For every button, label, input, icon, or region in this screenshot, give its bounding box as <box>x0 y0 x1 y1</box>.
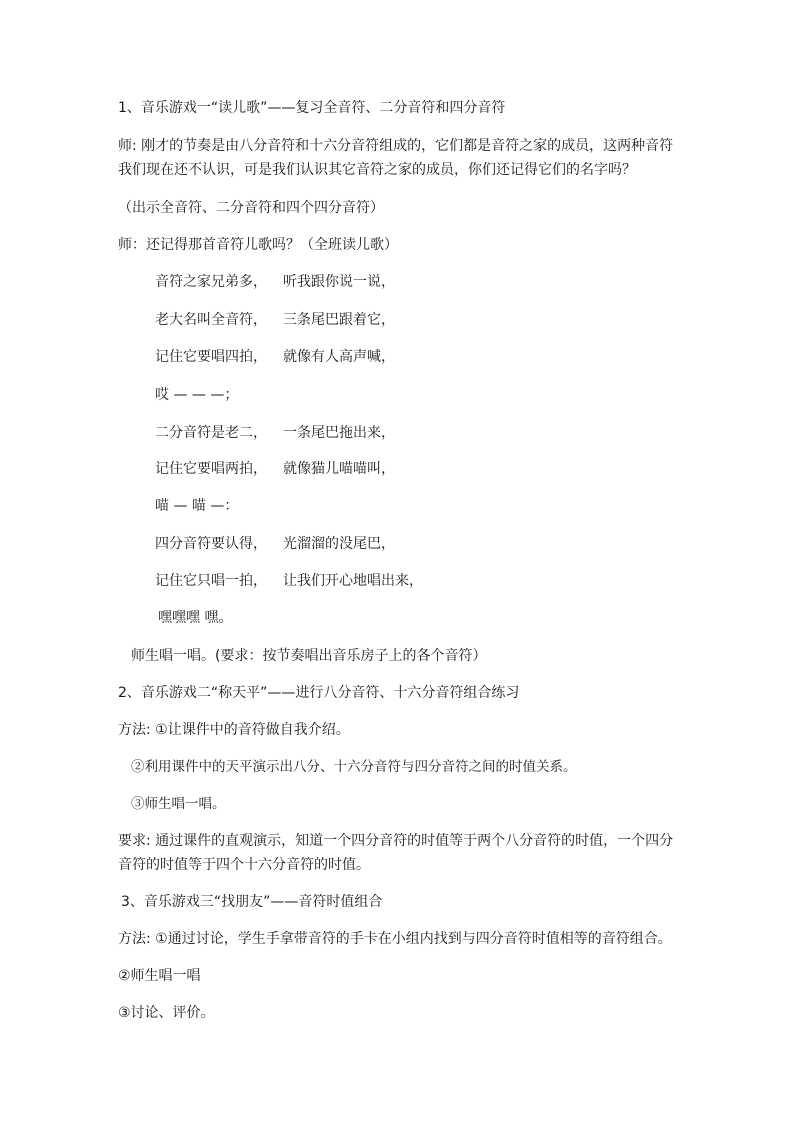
poem-line-b: 让我们开心地唱出来， <box>283 573 423 589</box>
poem-line-a: 音符之家兄弟多， <box>155 274 267 290</box>
poem-line-a: 二分音符是老二， <box>155 425 267 441</box>
poem-line <box>158 608 286 628</box>
poem-line-a: 四分音符要认得， <box>155 536 267 552</box>
section2-step3: ③师生唱一唱。 <box>131 796 226 812</box>
poem-line <box>155 534 395 554</box>
section3-step3: ③讨论、评价。 <box>118 1005 215 1021</box>
section1-sing-together: 师生唱一唱。(要求：按节奏唱出音乐房子上的各个音符） <box>131 648 487 664</box>
section3-step2: ②师生唱一唱 <box>118 968 201 984</box>
poem-line <box>155 385 283 405</box>
poem-line <box>155 310 395 330</box>
poem-line <box>155 459 395 479</box>
section3-heading: 3、音乐游戏三“找朋友”——音符时值组合 <box>121 894 383 910</box>
poem-line <box>155 347 395 367</box>
section2-heading: 2、音乐游戏二“称天平”——进行八分音符、十六分音符组合练习 <box>118 685 520 701</box>
poem-line-b: 光溜溜的没尾巴， <box>283 536 395 552</box>
section3-method: 方法: ①通过讨论，学生手拿带音符的手卡在小组内找到与四分音符时值相等的音符组合。 <box>118 931 672 947</box>
poem-line-a: 记住它要唱四拍， <box>155 349 267 365</box>
poem-line-b: 听我跟你说一说， <box>283 274 395 290</box>
poem-line <box>155 272 395 292</box>
section2-method: 方法: ①让课件中的音符做自我介绍。 <box>118 722 350 738</box>
section2-requirement-line2: 音符的时值等于四个十六分音符的时值。 <box>118 857 370 873</box>
poem-line <box>155 496 283 516</box>
poem-line-b: 一条尾巴拖出来， <box>283 425 395 441</box>
poem-line-b: 三条尾巴跟着它， <box>283 312 395 328</box>
poem-line-a: 嘿嘿嘿 嘿。 <box>158 610 233 626</box>
poem-line-a: 喵 — 喵 —： <box>155 498 239 514</box>
section1-show-note: （出示全音符、二分音符和四个四分音符） <box>118 200 384 216</box>
poem-line-a: 哎 — — —； <box>155 387 239 403</box>
section2-requirement-line1: 要求: 通过课件的直观演示，知道一个四分音符的时值等于两个八分音符的时值，一个四分 <box>118 833 674 849</box>
section2-step2: ②利用课件中的天平演示出八分、十六分音符与四分音符之间的时值关系。 <box>131 759 577 775</box>
poem-line-a: 老大名叫全音符， <box>155 312 267 328</box>
poem-line-a: 记住它只唱一拍， <box>155 573 267 589</box>
poem-line <box>155 571 423 591</box>
poem-line-b: 就像有人高声喊， <box>283 349 395 365</box>
poem-line-b: 就像猫儿喵喵叫， <box>283 461 395 477</box>
poem-line-a: 记住它要唱两拍， <box>155 461 267 477</box>
section1-teacher-line2: 我们现在还不认识，可是我们认识其它音符之家的成员，你们还记得它们的名字吗？ <box>118 162 636 178</box>
section1-teacher-ask: 师：还记得那首音符儿歌吗？（全班读儿歌） <box>118 237 398 253</box>
section1-teacher-line1: 师: 刚才的节奏是由八分音符和十六分音符组成的，它们都是音符之家的成员，这两种音符 <box>118 138 674 154</box>
section1-heading: 1、音乐游戏一“读儿歌”——复习全音符、二分音符和四分音符 <box>118 100 506 116</box>
poem-line <box>155 423 395 443</box>
